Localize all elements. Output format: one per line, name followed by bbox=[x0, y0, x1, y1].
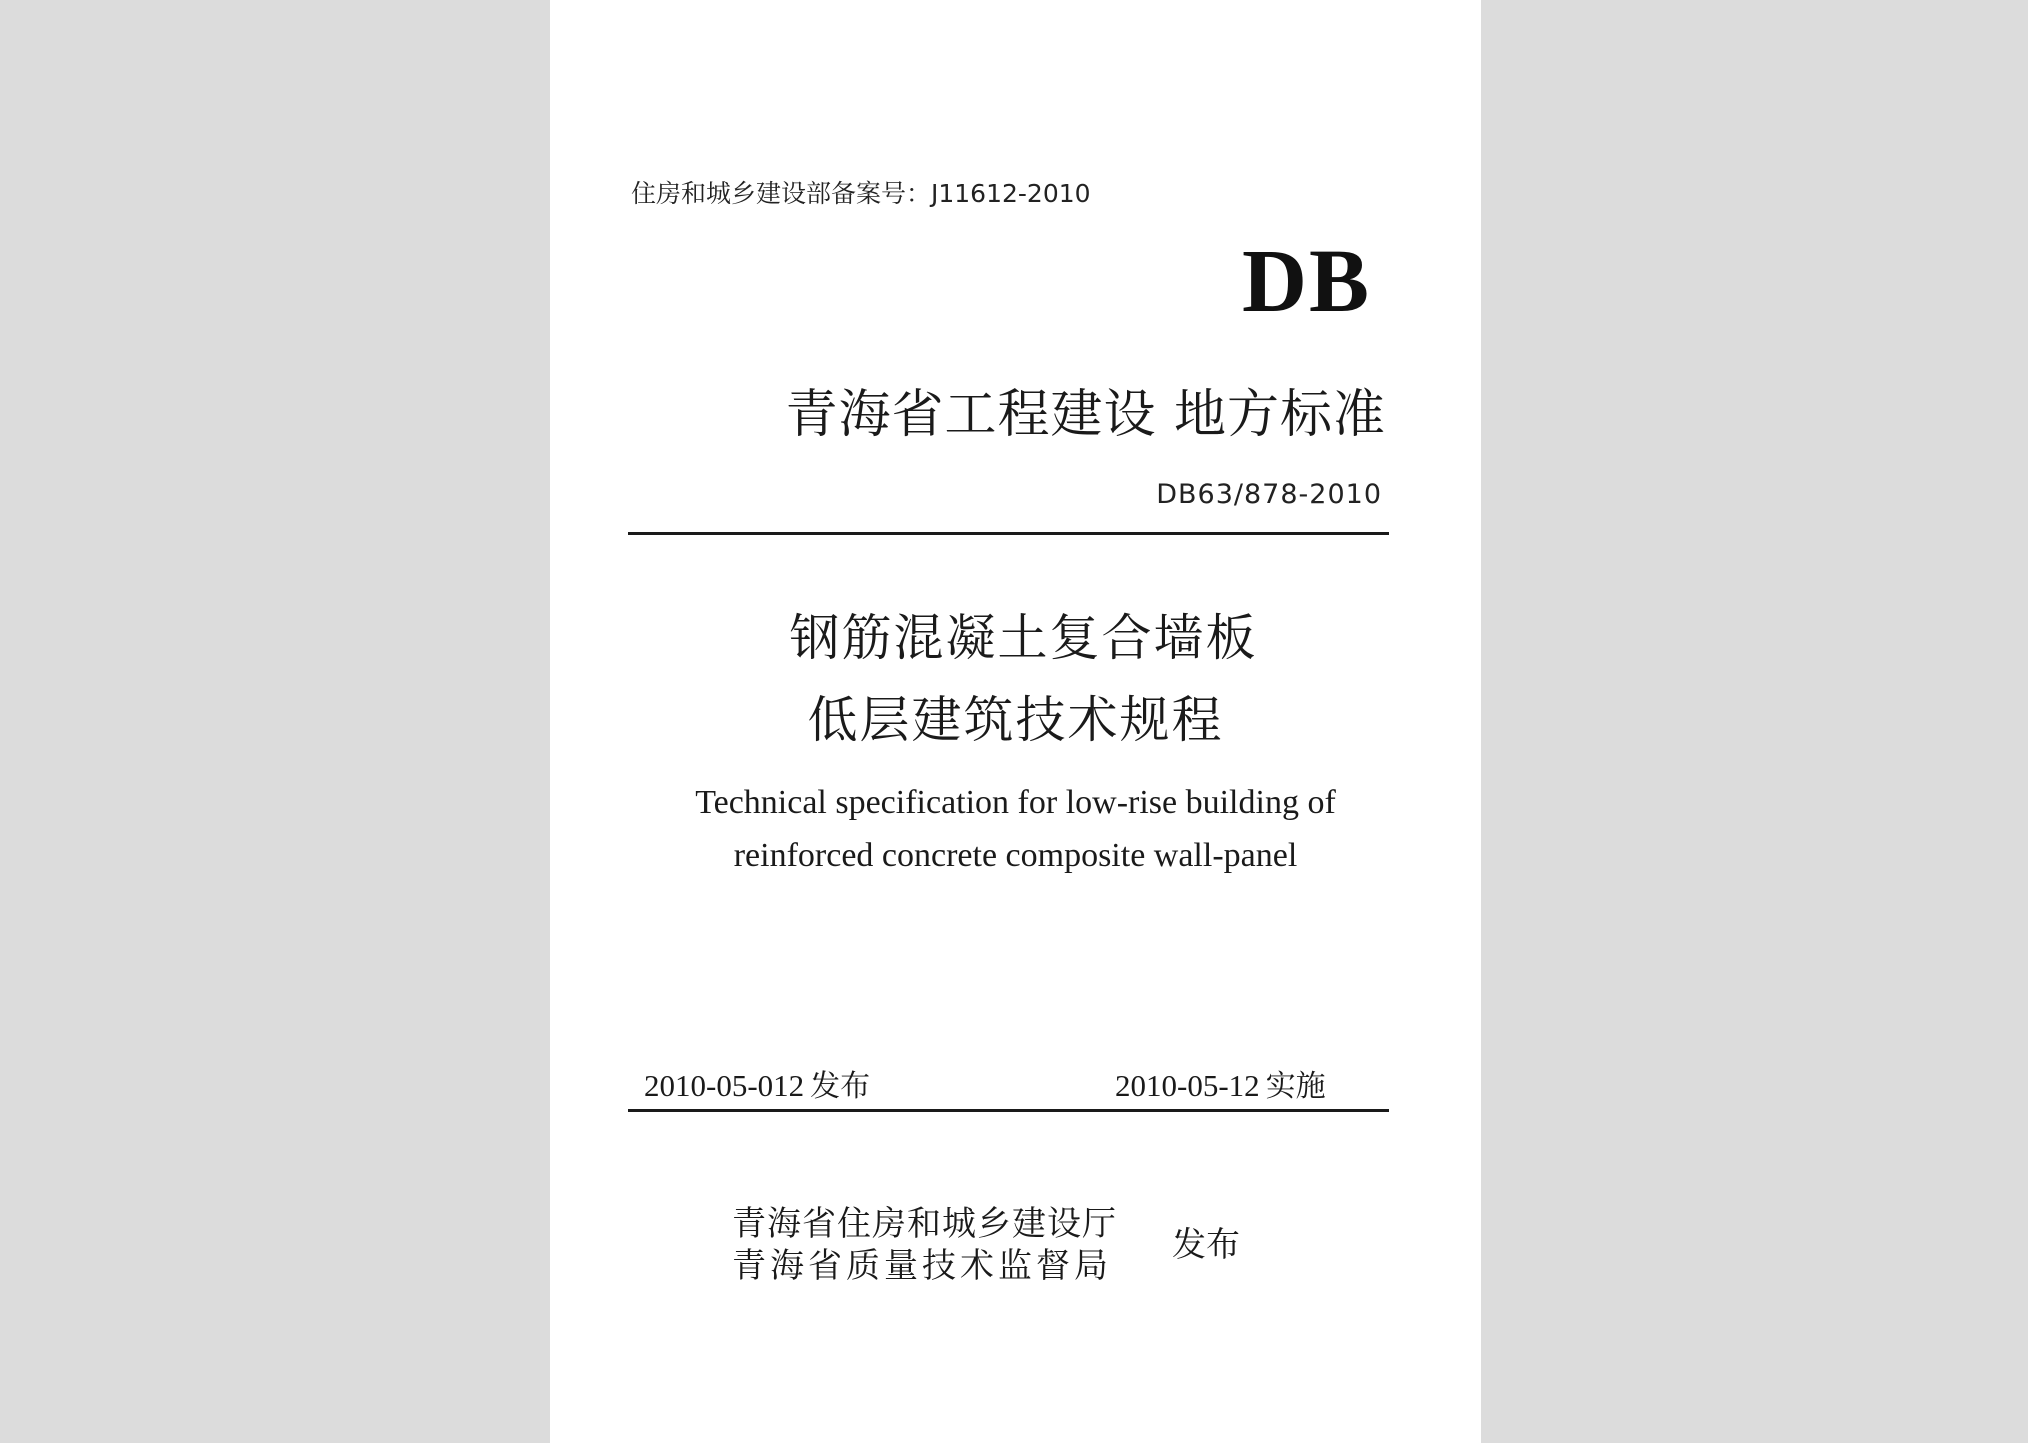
document-cover-page bbox=[550, 0, 1481, 1443]
bottom-divider bbox=[628, 1109, 1389, 1112]
issue-date bbox=[644, 1066, 870, 1107]
issuing-authority-2: 青海省质量技术监督局 bbox=[732, 1246, 1112, 1286]
title-english-line-1: Technical specification for low-rise building of bbox=[695, 784, 1336, 821]
db-standard-mark: DB bbox=[1241, 232, 1371, 331]
issuing-authority-1: 青海省住房和城乡建设厅 bbox=[732, 1204, 1117, 1244]
issue-date-value: 2010-05-012 bbox=[644, 1068, 805, 1103]
title-chinese-line-1: 钢筋混凝土复合墙板 bbox=[789, 609, 1258, 667]
implementation-date bbox=[1115, 1066, 1326, 1107]
title-english-line-2: reinforced concrete composite wall-panel bbox=[733, 837, 1298, 874]
title-chinese-line-2: 低层建筑技术规程 bbox=[807, 691, 1224, 749]
issue-date-label: 发布 bbox=[810, 1069, 871, 1104]
publish-label: 发布 bbox=[1172, 1225, 1240, 1265]
implementation-date-label: 实施 bbox=[1265, 1069, 1326, 1104]
implementation-date-value: 2010-05-12 bbox=[1115, 1068, 1260, 1103]
top-divider bbox=[628, 532, 1389, 535]
standard-category-heading: 青海省工程建设 地方标准 bbox=[785, 385, 1386, 445]
standard-code: DB63/878-2010 bbox=[1156, 479, 1382, 510]
filing-record-number: 住房和城乡建设部备案号：J11612-2010 bbox=[631, 179, 1091, 208]
